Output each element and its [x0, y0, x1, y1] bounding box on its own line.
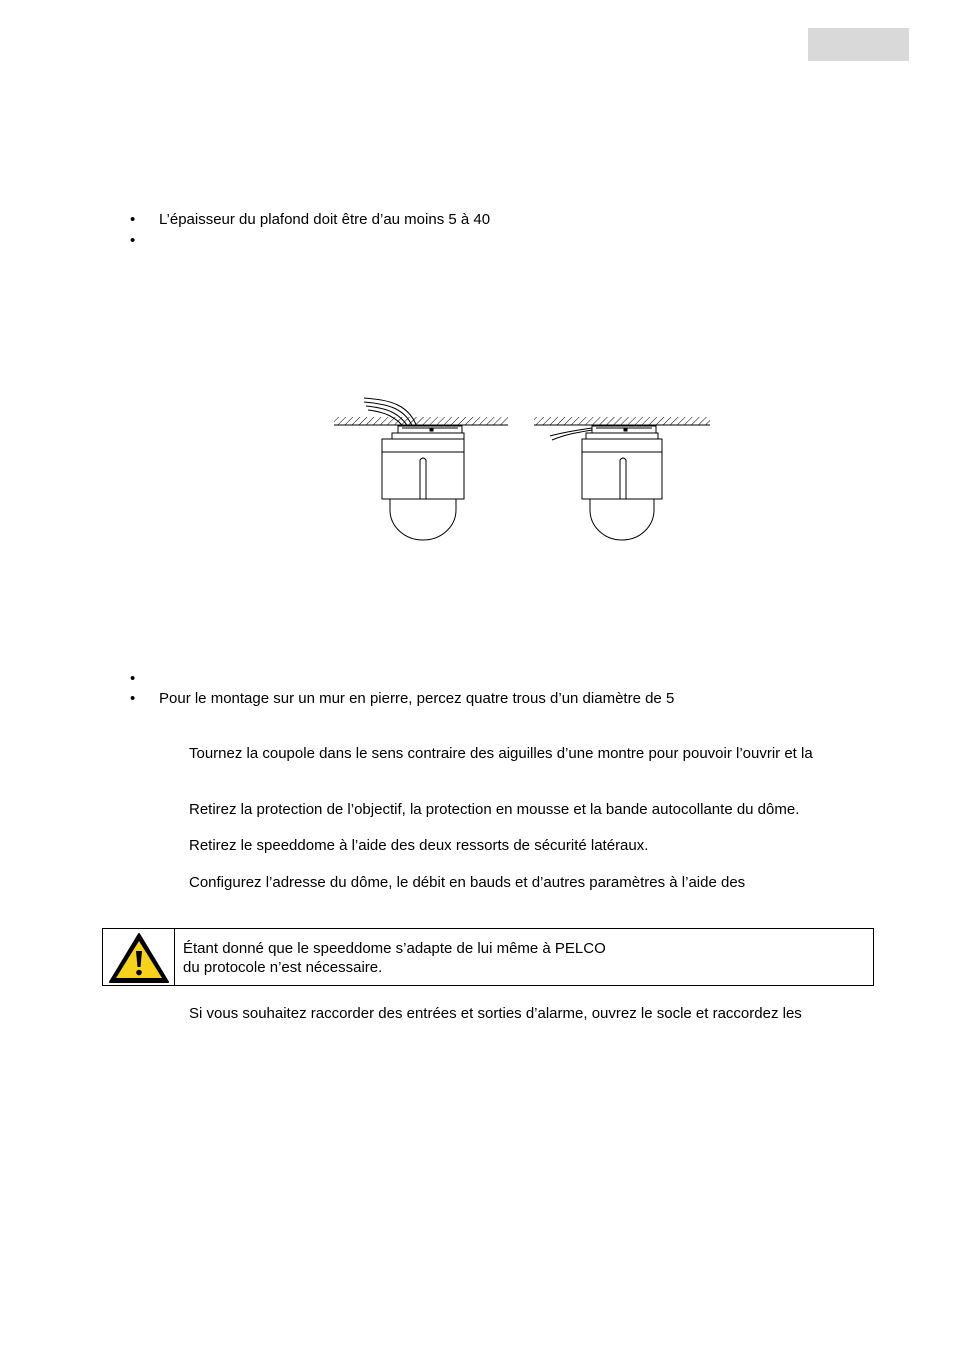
warning-text: [183, 939, 606, 977]
step-text: Retirez la protection de l’objectif, la protection en mousse et la bande autocollante du dôme.: [189, 801, 800, 818]
step-text: Configurez l’adresse du dôme, le débit en bauds et d’autres paramètres à l’aide des: [189, 874, 746, 891]
warning-triangle-icon: [107, 931, 171, 985]
step-text: Tournez la coupole dans le sens contraire des aiguilles d’une montre pour pouvoir l’ouvrir et la: [189, 745, 813, 762]
bullet-icon: •: [130, 211, 136, 228]
dome-right: [582, 426, 662, 540]
list-item-text: Pour le montage sur un mur en pierre, percez quatre trous d’un diamètre de 5: [159, 690, 675, 707]
list-item-text: L’épaisseur du plafond doit être d’au moins 5 à 40: [159, 211, 491, 228]
language-tab: [808, 28, 909, 61]
warning-line-1: Étant donné que le speeddome s’adapte de lui même à PELCO: [183, 940, 606, 957]
bullet-icon: •: [130, 232, 136, 249]
dome-mounting-figure: [330, 390, 714, 542]
dome-left: [382, 426, 464, 540]
warning-icon-cell: [103, 929, 175, 985]
step-text: Si vous souhaitez raccorder des entrées et sorties d’alarme, ouvrez le socle et raccordez les: [189, 1005, 802, 1022]
list-item: [130, 231, 830, 251]
ceiling-left: [334, 417, 508, 425]
ceiling-right: [534, 417, 710, 425]
step-text: Retirez le speeddome à l’aide des deux ressorts de sécurité latéraux.: [189, 837, 649, 854]
bullet-icon: •: [130, 670, 136, 687]
bullet-icon: •: [130, 690, 136, 707]
warning-box: [102, 928, 874, 986]
list-item: [130, 669, 830, 689]
list-item: [130, 210, 830, 230]
warning-line-2: du protocole n’est nécessaire.: [183, 959, 383, 976]
list-item: [130, 689, 830, 709]
